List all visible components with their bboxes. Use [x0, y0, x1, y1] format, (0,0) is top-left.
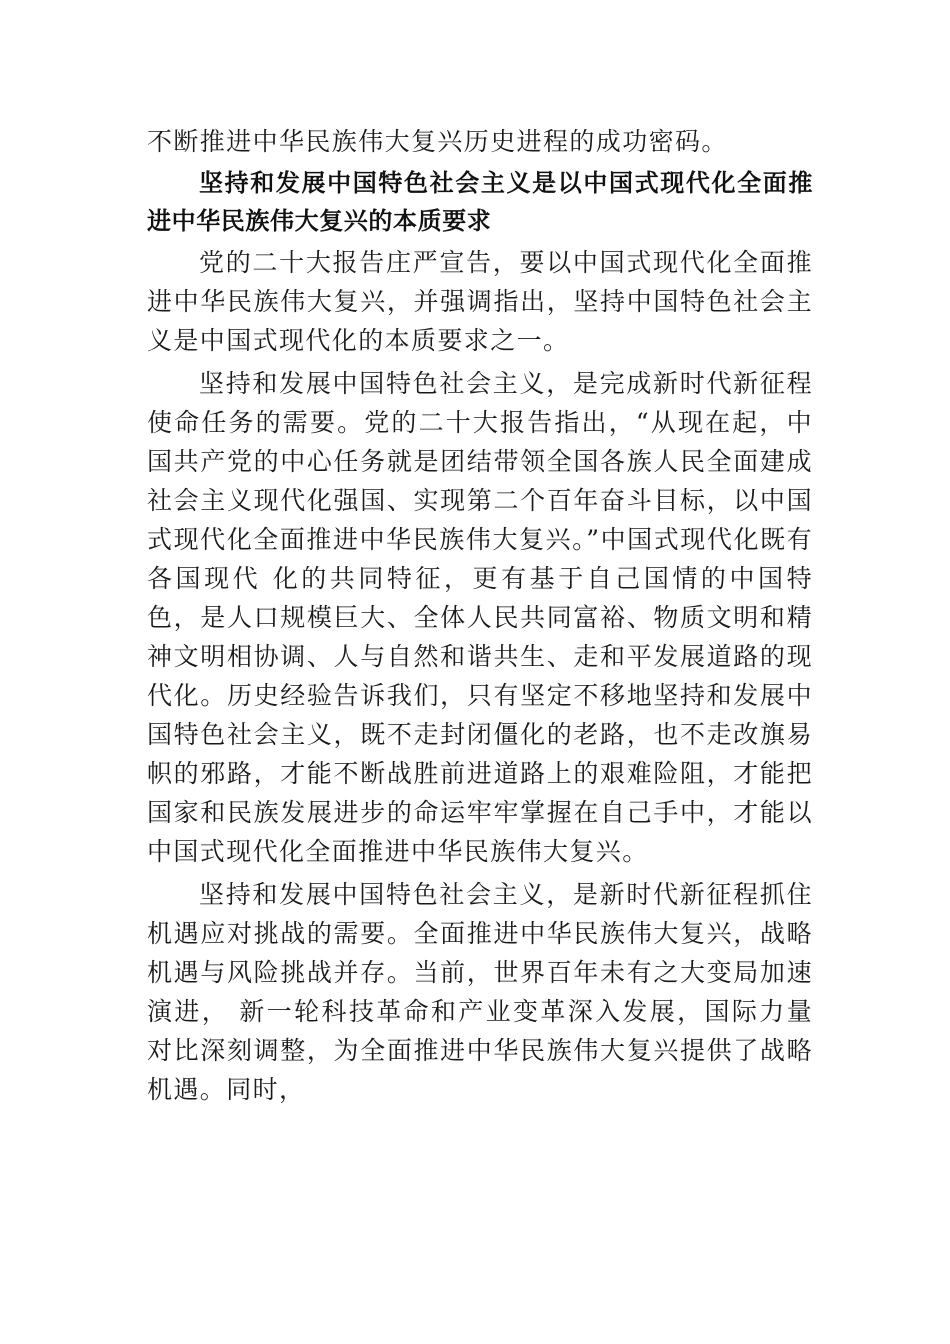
- paragraph-2: 坚持和发展中国特色社会主义，是完成新时代新征程使命任务的需要。党的二十大报告指出，“从现在起，中国共产党的中心任务就是团结带领全国各族人民全面建成社会主义现代化强国、实现第二个百年奋斗目标，以中国式现代化全面推进中华民族伟大复兴。”中国式现代化既有各国现代 化的共同特征，更有基于自己国情的中国特色，是人口规模巨大、全体人民共同富裕、物质文明和精神文明相协调、人与自然和谐共生、走和平发展道路的现代化。历史经验告诉我们，只有坚定不移地坚持和发展中国特色社会主义，既不走封闭僵化的老路，也不走改旗易帜的邪路，才能不断战胜前进道路上的艰难险阻，才能把国家和民族发展进步的命运牢牢掌握在自己手中，才能以中国式现代化全面推进中华民族伟大复兴。: [147, 369, 813, 866]
- paragraph-1: 党的二十大报告庄严宣告，要以中国式现代化全面推进中华民族伟大复兴，并强调指出，坚持中国特色社会主义是中国式现代化的本质要求之一。: [147, 248, 813, 355]
- section-heading: 坚持和发展中国特色社会主义是以中国式现代化全面推进中华民族伟大复兴的本质要求: [147, 169, 813, 235]
- document-body: [147, 122, 813, 1109]
- intro-line: 不断推进中华民族伟大复兴历史进程的成功密码。: [147, 127, 728, 156]
- paragraph-3: 坚持和发展中国特色社会主义，是新时代新征程抓住机遇应对挑战的需要。全面推进中华民族伟大复兴，战略机遇与风险挑战并存。当前，世界百年未有之大变局加速演进， 新一轮科技革命和产业变革深入发展，国际力量对比深刻调整，为全面推进中华民族伟大复兴提供了战略机遇。同时，: [147, 880, 813, 1104]
